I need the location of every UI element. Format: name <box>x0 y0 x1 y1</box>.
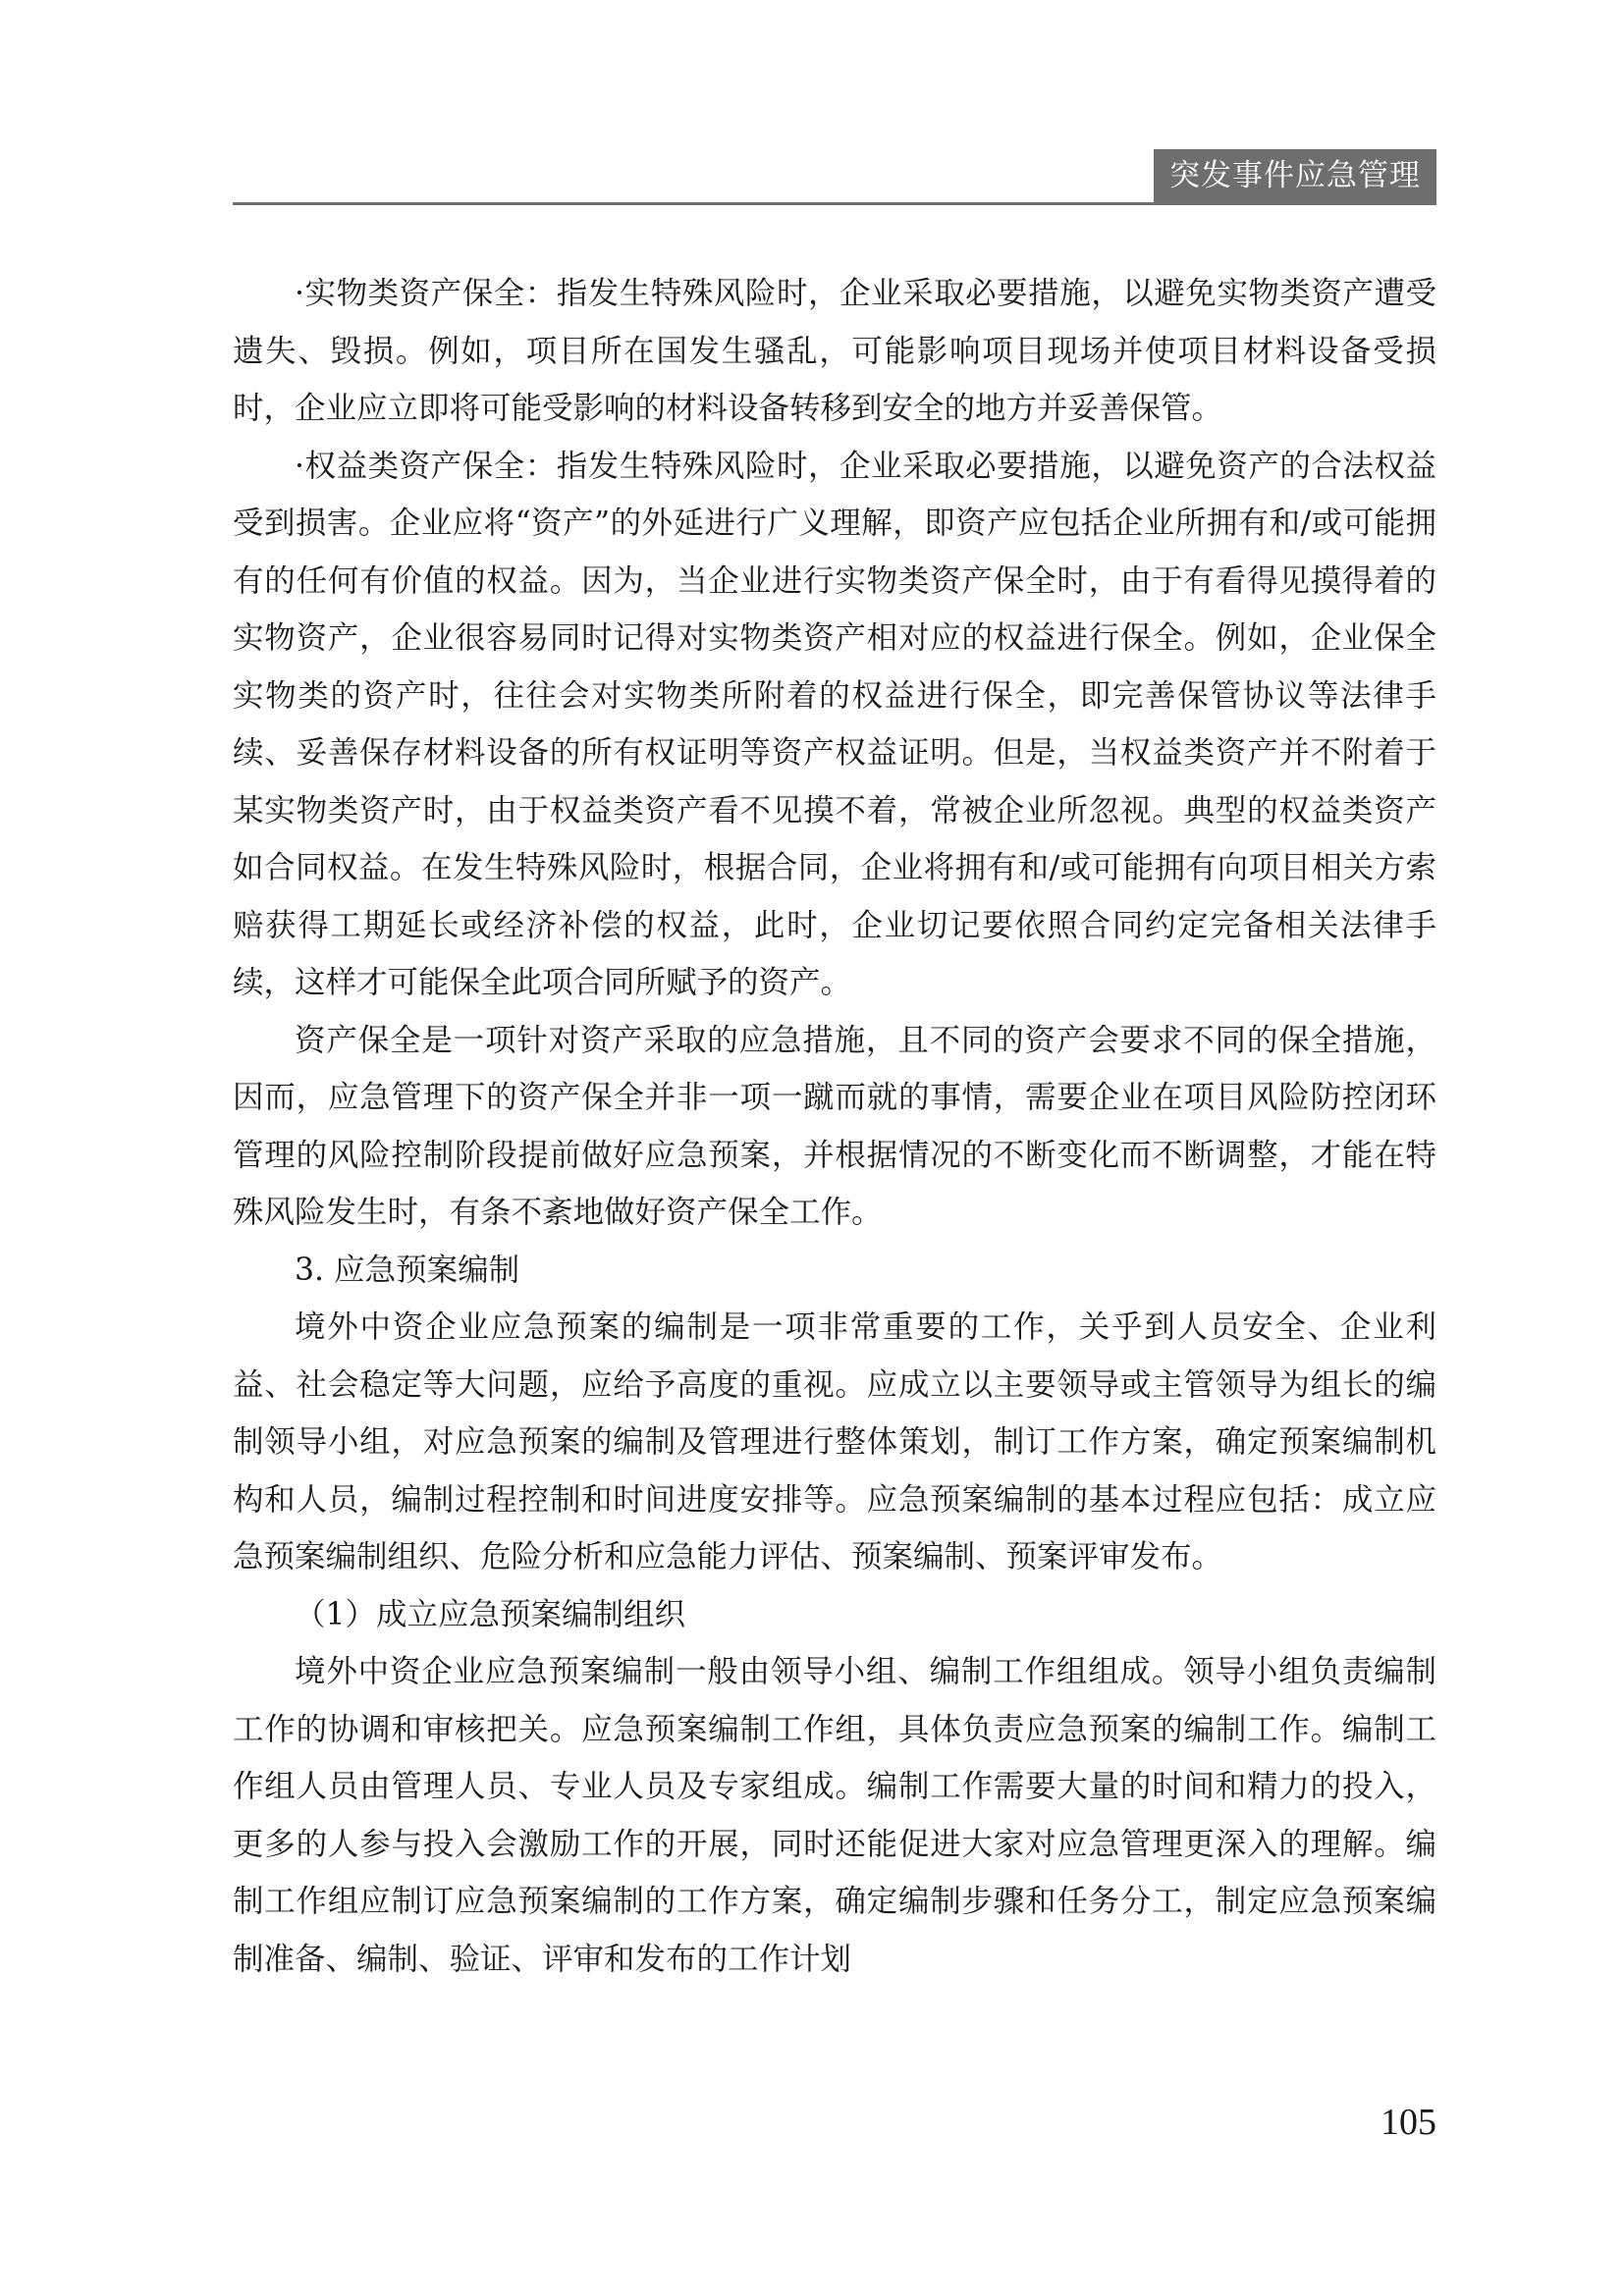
paragraph-asset-preservation-summary: 资产保全是一项针对资产采取的应急措施，且不同的资产会要求不同的保全措施，因而，应急管理下的资产保全并非一项一蹴而就的事情，需要企业在项目风险防控闭环管理的风险控制阶段提前做好应急预案，并根据情况的不断变化而不断调整，才能在特殊风险发生时，有条不紊地做好资产保全工作。 <box>233 1022 1436 1230</box>
paragraph-emergency-plan-intro: 境外中资企业应急预案的编制是一项非常重要的工作，关乎到人员安全、企业利益、社会稳定等大问题，应给予高度的重视。应成立以主要领导或主管领导为组长的编制领导小组，对应急预案的编制及管理进行整体策划，制订工作方案，确定预案编制机构和人员，编制过程控制和时间进度安排等。应急预案编制的基本过程应包括：成立应急预案编制组织、危险分析和应急能力评估、预案编制、预案评审发布。 <box>233 1309 1436 1575</box>
section-heading-emergency-plan: 3. 应急预案编制 <box>295 1252 520 1288</box>
subsection-heading-organization: （1）成立应急预案编制组织 <box>295 1596 686 1632</box>
paragraph-organization-detail: 境外中资企业应急预案编制一般由领导小组、编制工作组组成。领导小组负责编制工作的协调和审核把关。应急预案编制工作组，具体负责应急预案的编制工作。编制工作组人员由管理人员、专业人员及专家组成。编制工作需要大量的时间和精力的投入，更多的人参与投入会激励工作的开展，同时还能促进大家对应急管理更深入的理解。编制工作组应制订应急预案编制的工作方案，确定编制步骤和任务分工，制定应急预案编制准备、编制、验证、评审和发布的工作计划 <box>233 1654 1436 1977</box>
header-rule <box>233 202 1436 205</box>
running-header-title: 突发事件应急管理 <box>1154 149 1436 202</box>
paragraph-physical-asset-preservation: ·实物类资产保全：指发生特殊风险时，企业采取必要措施，以避免实物类资产遭受遗失、毁损。例如，项目所在国发生骚乱，可能影响项目现场并使项目材料设备受损时，企业应立即将可能受影响的材料设备转移到安全的地方并妥善保管。 <box>233 276 1436 426</box>
page-body <box>233 265 1436 1988</box>
paragraph-rights-asset-preservation: ·权益类资产保全：指发生特殊风险时，企业采取必要措施，以避免资产的合法权益受到损害。企业应将“资产”的外延进行广义理解，即资产应包括企业所拥有和/或可能拥有的任何有价值的权益。因为，当企业进行实物类资产保全时，由于有看得见摸得着的实物资产，企业很容易同时记得对实物类资产相对应的权益进行保全。例如，企业保全实物类的资产时，往往会对实物类所附着的权益进行保全，即完善保管协议等法律手续、妥善保存材料设备的所有权证明等资产权益证明。但是，当权益类资产并不附着于某实物类资产时，由于权益类资产看不见摸不着，常被企业所忽视。典型的权益类资产如合同权益。在发生特殊风险时，根据合同，企业将拥有和/或可能拥有向项目相关方索赔获得工期延长或经济补偿的权益，此时，企业切记要依照合同约定完备相关法律手续，这样才可能保全此项合同所赋予的资产。 <box>233 448 1436 1000</box>
page-number: 105 <box>1380 2102 1436 2143</box>
